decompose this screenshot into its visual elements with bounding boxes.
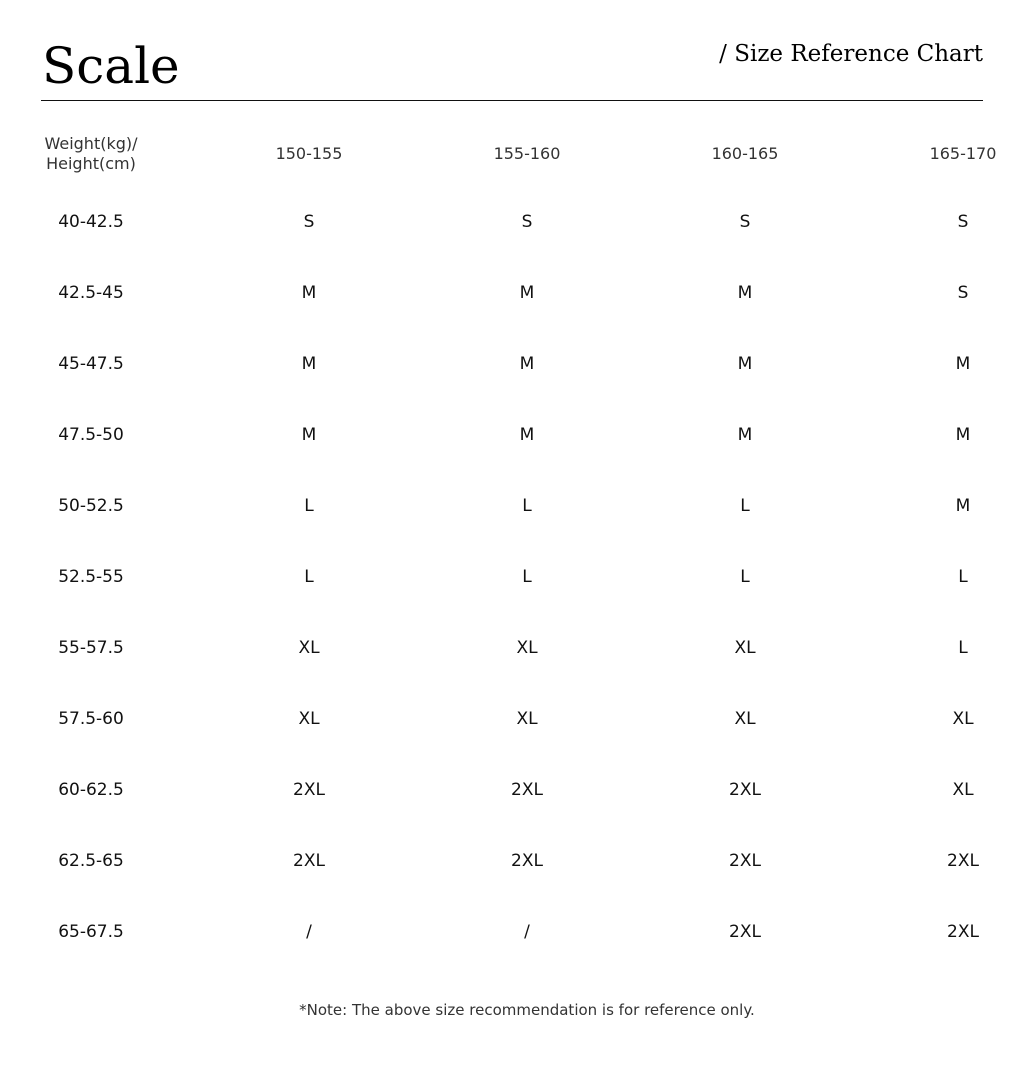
size-cell: XL [298, 638, 320, 658]
size-cell: XL [516, 638, 538, 658]
row-header-weight: 40-42.5 [58, 212, 124, 232]
size-cell: XL [952, 709, 974, 729]
page-title: Scale [42, 37, 180, 95]
size-cell: L [958, 638, 968, 658]
size-cell: 2XL [511, 780, 543, 800]
size-cell: S [303, 212, 315, 232]
size-cell: M [519, 425, 535, 445]
column-header-height: 150-155 [275, 144, 343, 163]
size-cell: 2XL [511, 851, 543, 871]
size-cell: XL [734, 638, 756, 658]
size-cell: 2XL [947, 922, 979, 942]
size-cell: S [957, 283, 969, 303]
size-cell: 2XL [729, 922, 761, 942]
row-header-weight: 52.5-55 [58, 567, 124, 587]
size-cell: L [740, 567, 750, 587]
size-cell: XL [298, 709, 320, 729]
row-header-weight: 42.5-45 [58, 283, 124, 303]
size-cell: L [522, 567, 532, 587]
reference-note: *Note: The above size recommendation is for reference only. [299, 1001, 755, 1019]
size-cell: M [955, 354, 971, 374]
row-header-weight: 65-67.5 [58, 922, 124, 942]
column-header-height: 165-170 [929, 144, 997, 163]
size-cell: M [737, 283, 753, 303]
row-header-weight: 50-52.5 [58, 496, 124, 516]
size-cell: M [301, 283, 317, 303]
corner-header: Weight(kg)/ Height(cm) [44, 134, 138, 173]
size-cell: 2XL [947, 851, 979, 871]
size-cell: L [304, 567, 314, 587]
row-header-weight: 62.5-65 [58, 851, 124, 871]
row-header-weight: 47.5-50 [58, 425, 124, 445]
size-cell: M [737, 425, 753, 445]
column-header-height: 160-165 [711, 144, 779, 163]
size-cell: 2XL [729, 780, 761, 800]
size-cell: M [737, 354, 753, 374]
size-cell: / [306, 922, 312, 942]
size-cell: / [524, 922, 530, 942]
size-cell: M [519, 283, 535, 303]
size-cell: S [521, 212, 533, 232]
size-cell: L [958, 567, 968, 587]
size-cell: L [740, 496, 750, 516]
row-header-weight: 55-57.5 [58, 638, 124, 658]
size-cell: 2XL [293, 851, 325, 871]
size-cell: L [522, 496, 532, 516]
size-cell: XL [516, 709, 538, 729]
row-header-weight: 57.5-60 [58, 709, 124, 729]
column-header-height: 155-160 [493, 144, 561, 163]
size-cell: M [301, 354, 317, 374]
size-cell: M [955, 425, 971, 445]
size-cell: M [301, 425, 317, 445]
size-cell: XL [952, 780, 974, 800]
page-subtitle: / Size Reference Chart [719, 41, 983, 67]
row-header-weight: 45-47.5 [58, 354, 124, 374]
size-cell: M [519, 354, 535, 374]
size-cell: 2XL [729, 851, 761, 871]
size-cell: S [739, 212, 751, 232]
size-cell: XL [734, 709, 756, 729]
row-header-weight: 60-62.5 [58, 780, 124, 800]
size-cell: S [957, 212, 969, 232]
size-cell: M [955, 496, 971, 516]
size-cell: L [304, 496, 314, 516]
size-cell: 2XL [293, 780, 325, 800]
